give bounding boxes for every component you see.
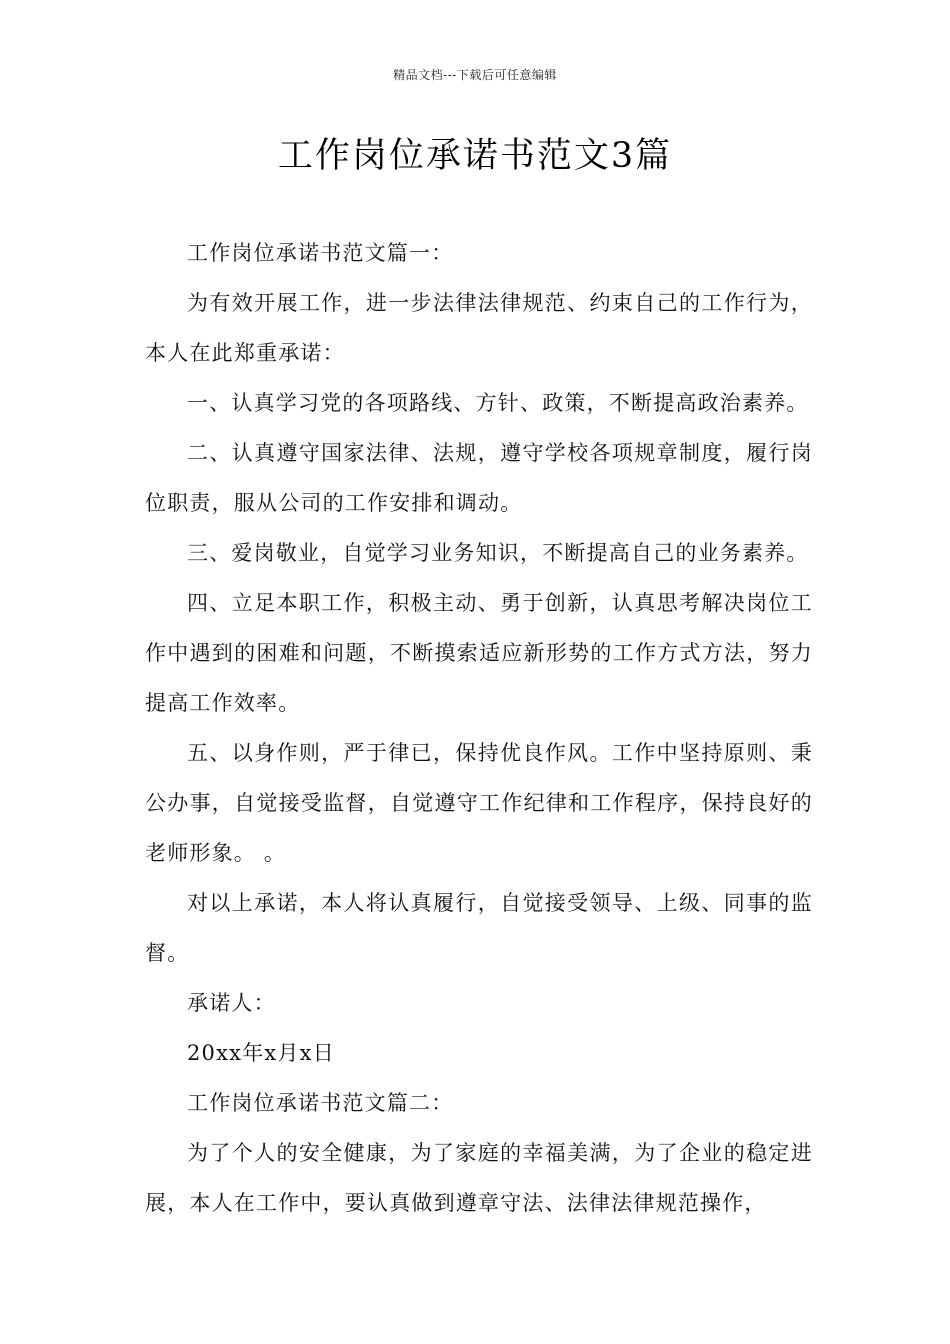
- paragraph-item-three: 三、爱岗敬业，自觉学习业务知识，不断提高自己的业务素养。: [187, 541, 809, 565]
- paragraph-section-two-heading: 工作岗位承诺书范文篇二：: [187, 1091, 454, 1115]
- paragraph-item-two: 二、认真遵守国家法律、法规，遵守学校各项规章制度，履行岗位职责，服从公司的工作安排和调动。: [145, 441, 813, 515]
- paragraph-intro: 为有效开展工作，进一步法律法律规范、约束自己的工作行为，本人在此郑重承诺：: [145, 291, 813, 365]
- paragraph-item-four: 四、立足本职工作，积极主动、勇于创新，认真思考解决岗位工作中遇到的困难和问题，不断摸索适应新形势的工作方式方法，努力提高工作效率。: [145, 591, 813, 715]
- paragraph-item-five: 五、以身作则，严于律已，保持优良作风。工作中坚持原则、秉公办事，自觉接受监督，自觉遵守工作纪律和工作程序，保持良好的老师形象。 。: [145, 741, 813, 865]
- paragraph-date: 20xx年x月x日: [187, 1041, 335, 1065]
- paragraph-item-one: 一、认真学习党的各项路线、方针、政策，不断提高政治素养。: [187, 391, 809, 415]
- paragraph-signatory: 承诺人：: [187, 991, 276, 1015]
- header-note: 精品文档---下载后可任意编辑: [393, 68, 557, 82]
- document-title: 工作岗位承诺书范文3篇: [277, 136, 673, 176]
- paragraph-commitment: 对以上承诺，本人将认真履行，自觉接受领导、上级、同事的监督。: [145, 891, 813, 965]
- paragraph-section-one-heading: 工作岗位承诺书范文篇一：: [187, 241, 454, 265]
- document-body: [145, 228, 813, 1228]
- paragraph-section-two-intro: 为了个人的安全健康，为了家庭的幸福美满，为了企业的稳定进展，本人在工作中，要认真做到遵章守法、法律法律规范操作，: [145, 1141, 813, 1215]
